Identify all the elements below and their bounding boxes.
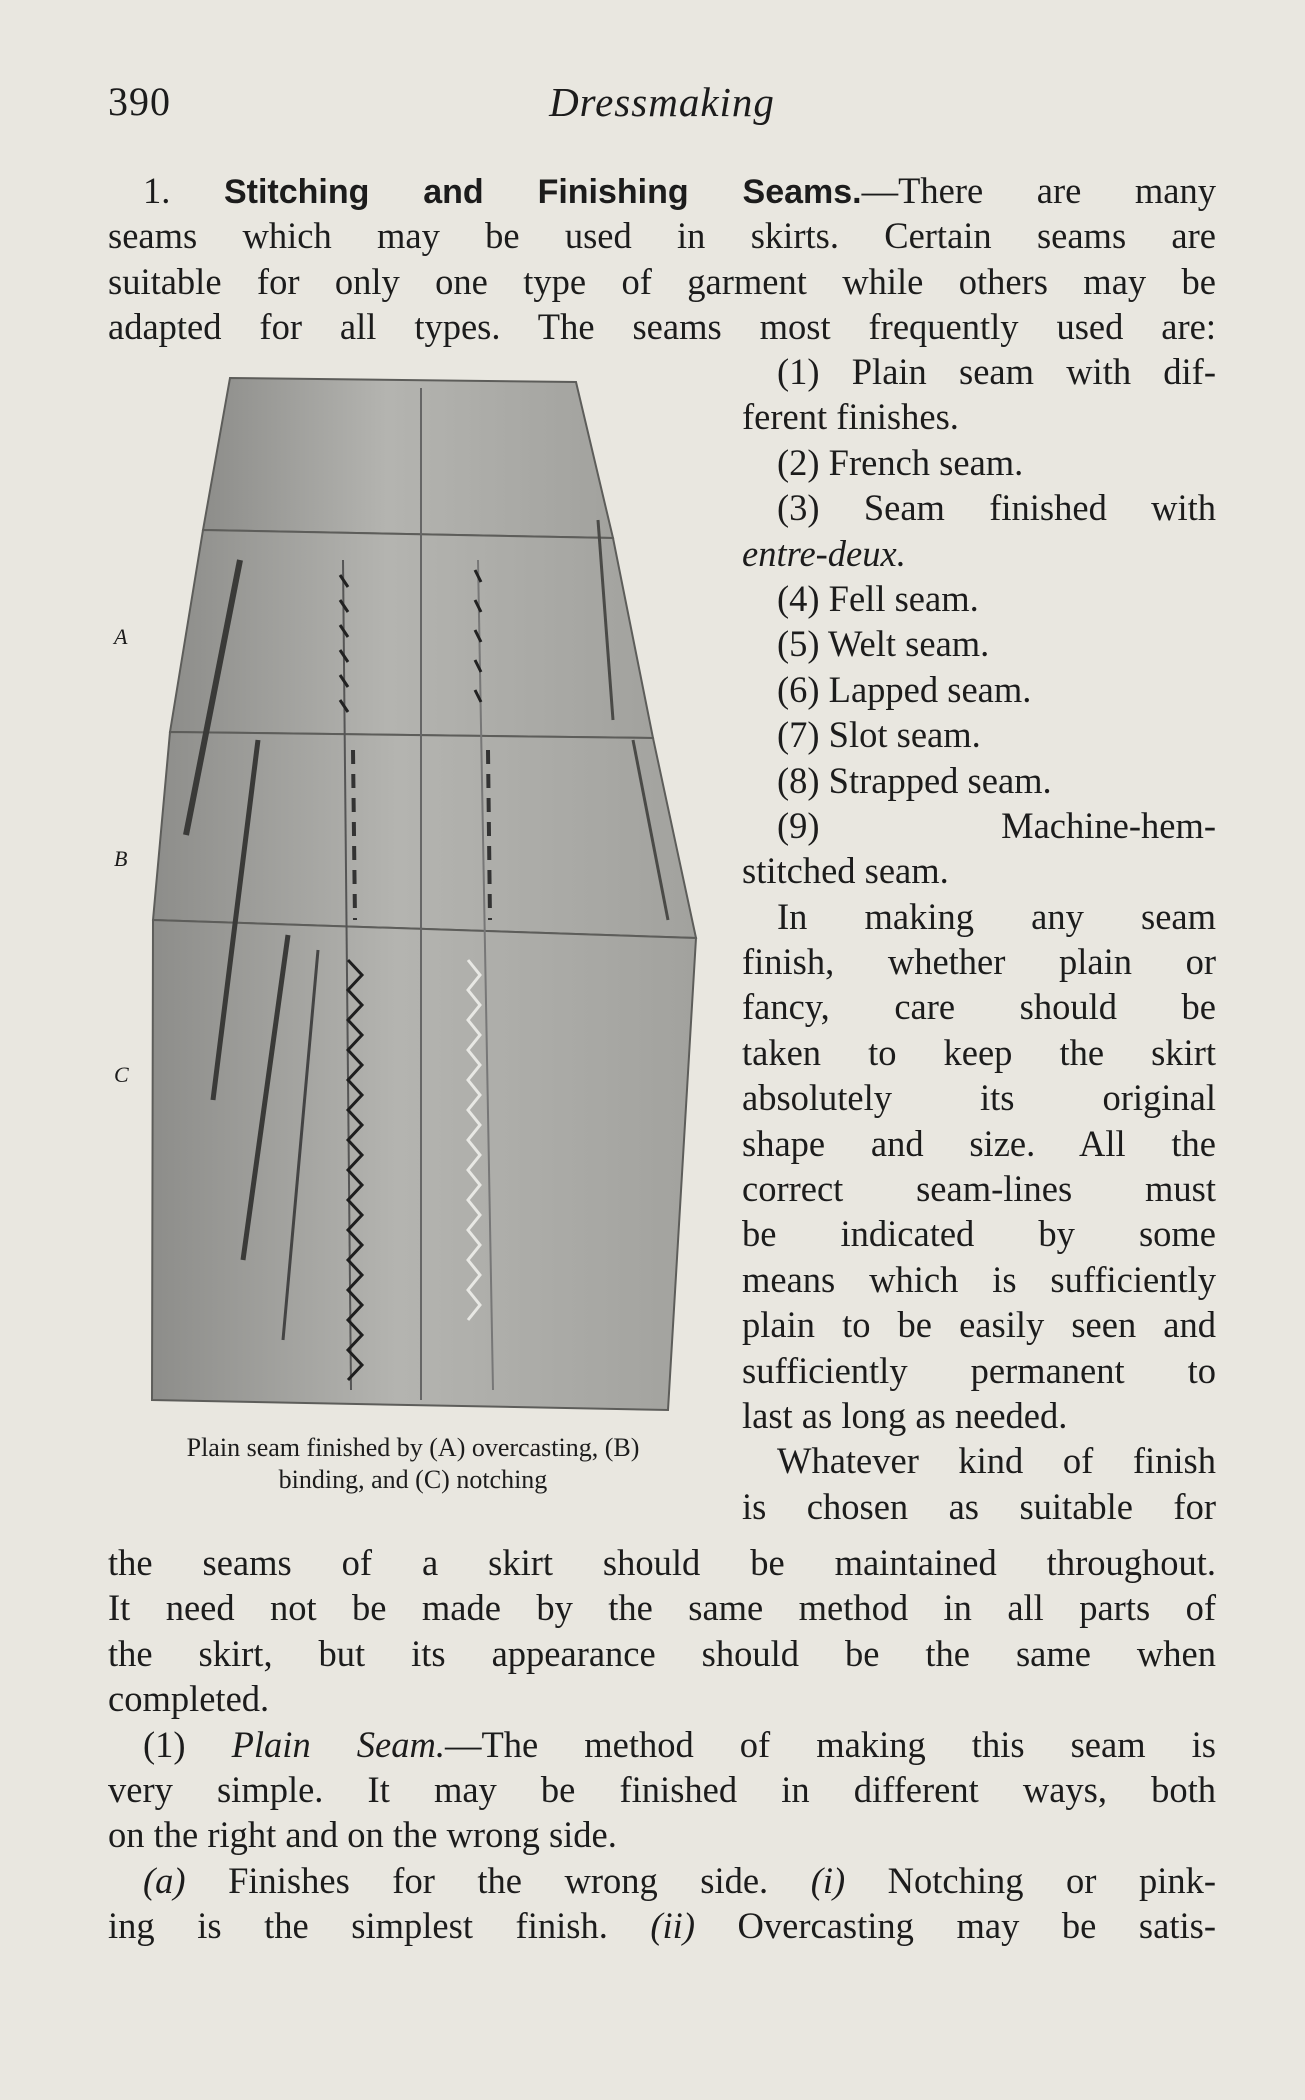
figure-label-c: C	[114, 1062, 129, 1087]
text-line: the skirt, but its appearance should be the same when	[108, 1632, 1216, 1674]
text-line-segment: Notching or pink-	[845, 1859, 1217, 1901]
text-line: seams which may be used in skirts. Certain seams are	[108, 215, 1216, 257]
binding-line	[353, 750, 355, 920]
text-line: Whatever kind of finish	[777, 1440, 1216, 1482]
page-header	[108, 78, 1216, 132]
text-line: plain to be easily seen and	[742, 1304, 1216, 1346]
list-item: (1) Plain seam with dif-	[777, 351, 1216, 392]
skirt-seam-photo	[108, 360, 718, 1430]
text-line: completed.	[108, 1678, 270, 1720]
text-line-segment: Finishes for the wrong side.	[185, 1859, 811, 1901]
text-line: correct seam-lines must	[742, 1168, 1216, 1210]
skirt-tier-c	[152, 920, 696, 1410]
caption-line: binding, and (C) notching	[278, 1465, 548, 1494]
text-line: on the right and on the wrong side.	[108, 1814, 617, 1856]
text-line: means which is sufficiently	[742, 1258, 1216, 1300]
text-line: the seams of a skirt should be maintained throughout.	[108, 1542, 1216, 1583]
list-item: (9) Machine-hem-	[777, 804, 1216, 846]
text-line-segment: ing is the simplest finish.	[108, 1905, 651, 1947]
item-marker: (i)	[810, 1859, 846, 1901]
page-number: 390	[108, 79, 171, 124]
text-line: taken to keep the skirt	[742, 1031, 1216, 1073]
text-line: fancy, care should be	[742, 986, 1216, 1028]
text-line	[108, 168, 1216, 213]
figure-label-a: A	[114, 624, 128, 649]
seam-list-column	[742, 349, 1216, 1529]
list-item: (8) Strapped seam.	[777, 759, 1052, 801]
skirt-illustration	[108, 360, 718, 1430]
list-item: (5) Welt seam.	[777, 623, 990, 665]
list-item: entre-deux.	[742, 532, 906, 574]
text-line: In making any seam	[777, 895, 1216, 937]
skirt-tier-b	[153, 732, 696, 938]
intro-paragraph	[108, 168, 1216, 350]
item-marker: (ii)	[650, 1905, 695, 1947]
list-item: (2) French seam.	[777, 441, 1024, 483]
text-line-segment: —There are many	[861, 170, 1217, 211]
text-line: It need not be made by the same method in all parts of	[108, 1587, 1216, 1629]
text-line	[108, 1903, 1216, 1948]
text-line: suitable for only one type of garment while others may be	[108, 260, 1216, 302]
figure-caption	[108, 1432, 718, 1496]
section-number: 1.	[143, 170, 171, 211]
list-item: stitched seam.	[742, 850, 949, 892]
subsection-title: Plain Seam.	[231, 1723, 445, 1765]
list-item: ferent finishes.	[742, 396, 959, 438]
text-line: adapted for all types. The seams most frequently used are:	[108, 306, 1216, 348]
text-line: very simple. It may be finished in different ways, both	[108, 1768, 1216, 1810]
text-line: shape and size. All the	[742, 1122, 1216, 1164]
text-line-segment: Overcasting may be satis-	[694, 1905, 1216, 1947]
item-marker: (a)	[143, 1859, 186, 1901]
text-line-segment: —The method of making this seam is	[444, 1723, 1216, 1765]
skirt-yoke	[203, 378, 613, 538]
text-line: absolutely its original	[742, 1077, 1216, 1119]
figure-label-b: B	[114, 846, 128, 871]
subsection-number: (1)	[143, 1723, 186, 1765]
text-line: last as long as needed.	[742, 1394, 1068, 1436]
binding-line	[488, 750, 490, 920]
caption-line: Plain seam finished by (A) overcasting, (B)	[186, 1433, 640, 1462]
text-line: finish, whether plain or	[742, 941, 1216, 983]
list-item: (3) Seam finished with	[777, 487, 1216, 529]
list-item: (6) Lapped seam.	[777, 668, 1032, 710]
text-line	[108, 1722, 1216, 1767]
text-line	[108, 1858, 1216, 1903]
list-item: (7) Slot seam.	[777, 714, 981, 756]
list-item: (4) Fell seam.	[777, 577, 979, 619]
continuation-paragraph	[108, 1540, 1216, 1949]
running-head: Dressmaking	[549, 79, 775, 125]
text-line: be indicated by some	[742, 1213, 1216, 1255]
text-line: is chosen as suitable for	[742, 1485, 1216, 1527]
text-line: sufficiently permanent to	[742, 1349, 1216, 1391]
section-heading: Stitching and Finishing Seams.	[223, 173, 862, 211]
